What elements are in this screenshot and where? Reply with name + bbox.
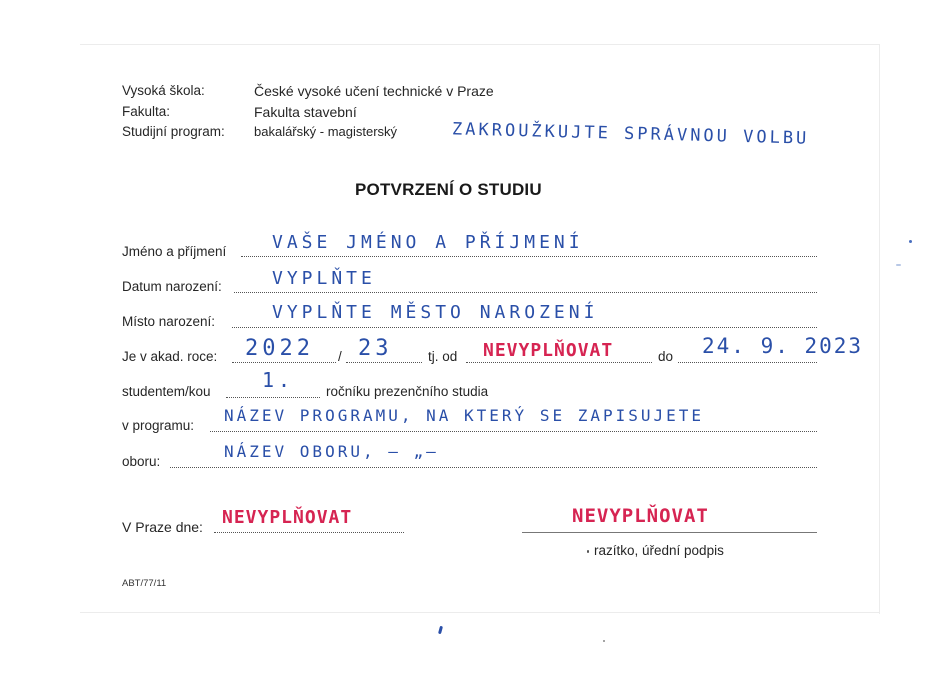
year-separator: / [338,349,342,364]
document-title: POTVRZENÍ O STUDIU [355,180,542,199]
name-label: Jméno a příjmení [122,244,227,259]
place-value: NEVYPLŇOVAT [222,507,353,528]
name-value: VAŠE JMÉNO A PŘÍJMENÍ [272,232,584,253]
place-label: V Praze dne: [122,519,203,535]
to-label: do [658,349,674,364]
birthplace-value: VYPLŇTE MĚSTO NAROZENÍ [272,302,599,323]
signature-line [522,532,817,533]
stamp-value: NEVYPLŇOVAT [572,505,709,527]
program-label: Studijní program: [122,124,225,139]
birthdate-line [234,292,817,293]
stamp-label: razítko, úřední podpis [594,543,724,558]
branch-value: NÁZEV OBORU, — „— [224,442,439,461]
programme-line [210,431,817,432]
school-label: Vysoká škola: [122,83,205,98]
year-end: 23 [358,336,393,361]
scan-edge-bottom [80,612,880,613]
ink-mark [909,240,912,243]
ink-mark [896,264,901,266]
year-label: Je v akad. roce: [122,349,218,364]
year-of-study-line [226,397,320,398]
year-of-study-value: 1. [262,368,295,392]
school-value: České vysoké učení technické v Praze [254,83,494,99]
branch-label: oboru: [122,454,161,469]
ink-mark [603,640,605,642]
to-value: 24. 9. 2023 [702,334,864,358]
birthplace-line [232,327,817,328]
from-line [466,362,652,363]
scan-edge-top [80,44,880,45]
programme-value: NÁZEV PROGRAMU, NA KTERÝ SE ZAPISUJETE [224,406,705,425]
year-line-end [346,362,422,363]
year-start: 2022 [245,336,314,361]
from-value: NEVYPLŇOVAT [483,340,614,361]
from-label: tj. od [428,349,458,364]
scan-edge-right [879,44,880,614]
faculty-value: Fakulta stavební [254,104,357,120]
program-note: ZAKROUŽKUJTE SPRÁVNOU VOLBU [451,119,810,149]
place-line [214,532,404,533]
faculty-label: Fakulta: [122,104,171,119]
year-line-start [232,362,336,363]
student-label: studentem/kou [122,384,211,399]
to-line [678,362,817,363]
programme-label: v programu: [122,418,195,433]
program-value: bakalářský - magisterský [254,124,398,139]
ink-mark [438,626,443,635]
birthdate-value: VYPLŇTE [272,268,376,289]
name-line [241,256,817,257]
birthplace-label: Místo narození: [122,314,216,329]
ink-dot [587,550,589,553]
form-code: ABT/77/11 [122,578,167,589]
branch-line [170,467,817,468]
birthdate-label: Datum narození: [122,279,222,294]
year-of-study-suffix: ročníku prezenčního studia [326,384,489,399]
